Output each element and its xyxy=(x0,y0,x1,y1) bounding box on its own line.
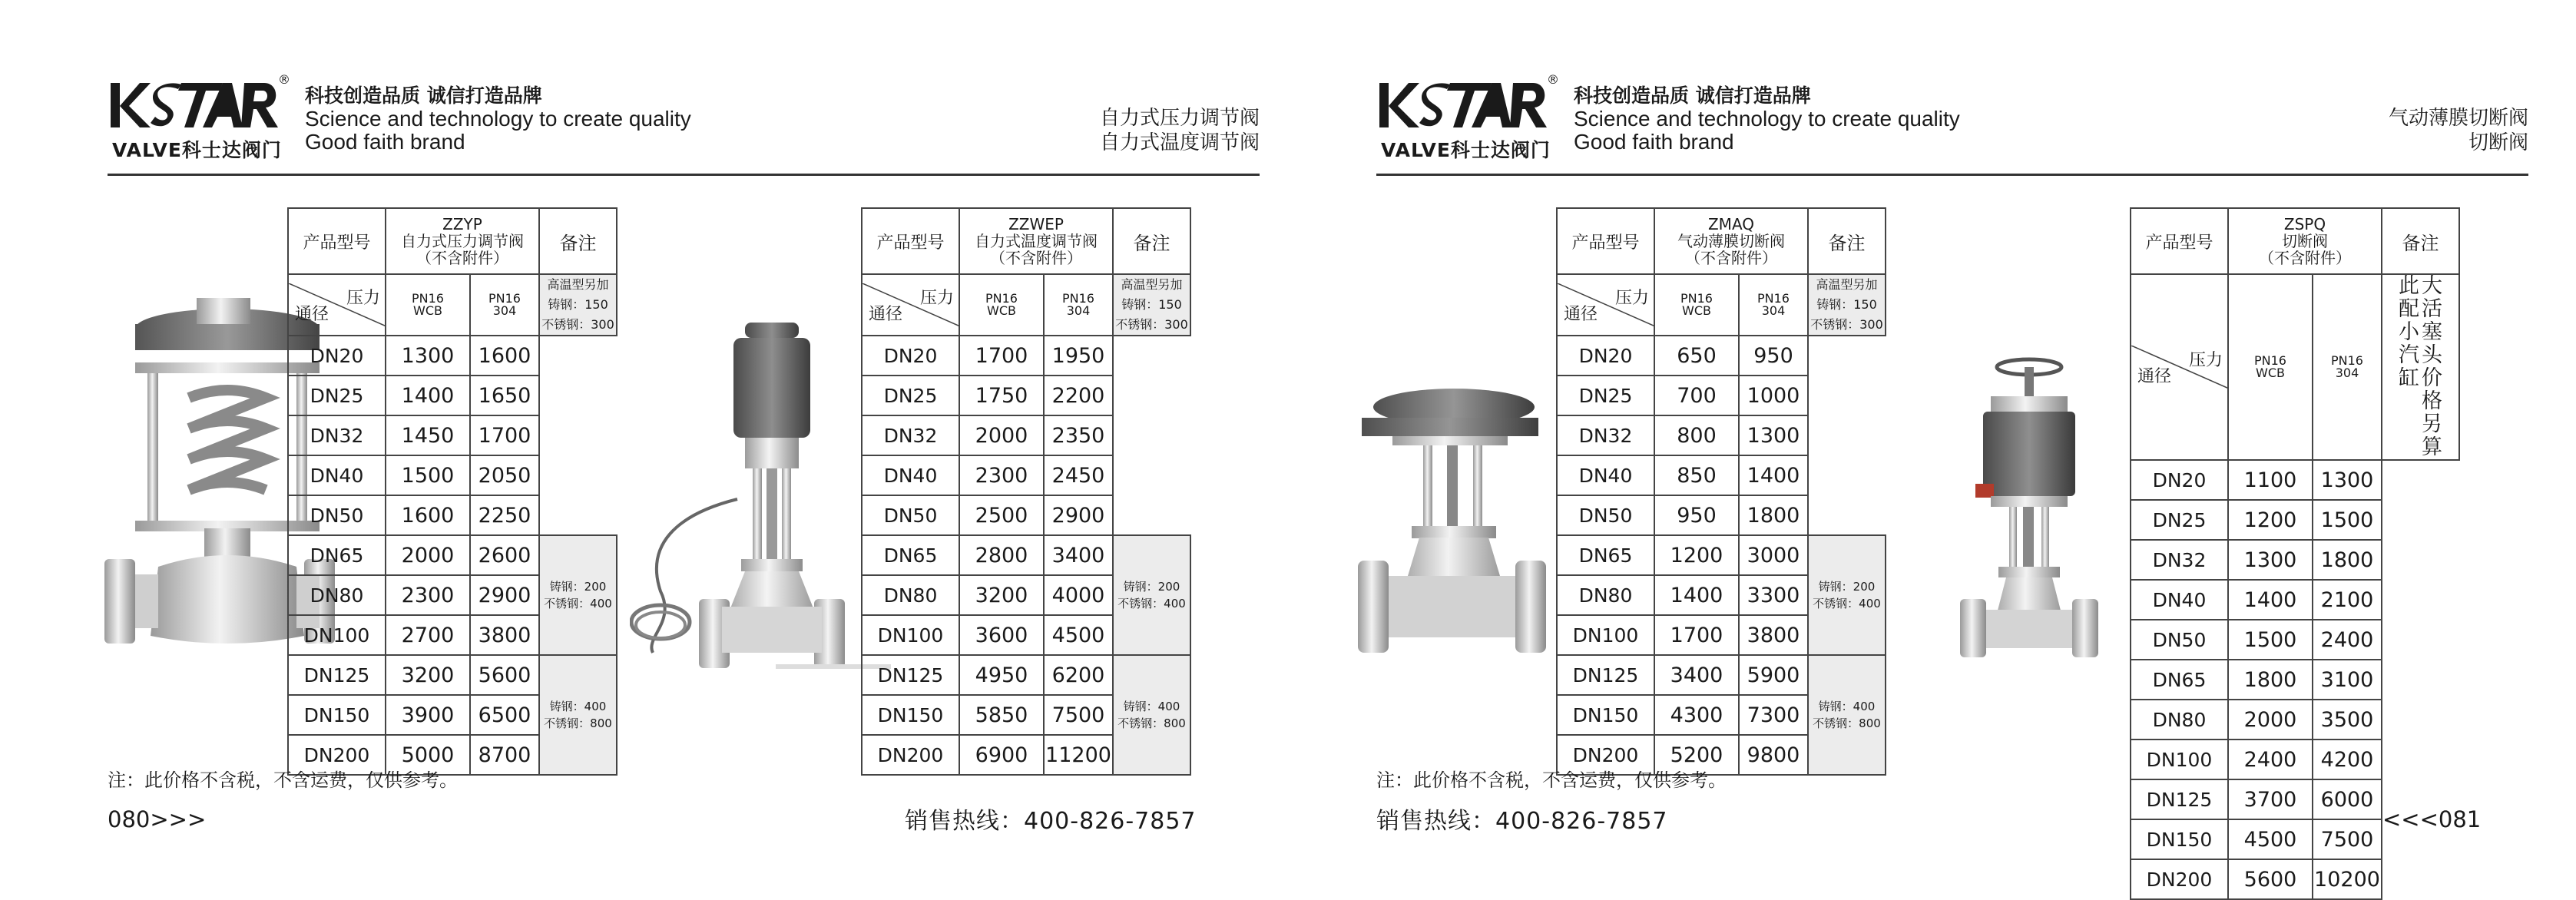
remark-high-temp: 高温型另加 铸钢：150 不锈钢：300 xyxy=(539,274,617,336)
header-remarks: 备注 xyxy=(539,208,617,274)
model-sub: （不含附件） xyxy=(1685,249,1777,267)
table-row xyxy=(862,495,1190,535)
table-row xyxy=(1557,495,1886,535)
nominal-diameter: DN40 xyxy=(862,455,959,495)
diameter-label: 通径 xyxy=(2137,367,2172,386)
price-wcb: 1700 xyxy=(959,336,1044,376)
remark-high-temp: 高温型另加 铸钢：150 不锈钢：300 xyxy=(1808,274,1886,336)
price-wcb: 3600 xyxy=(959,615,1044,655)
price-304: 1950 xyxy=(1044,336,1113,376)
nominal-diameter: DN65 xyxy=(1557,535,1654,575)
pressure-label: 压力 xyxy=(2188,351,2223,370)
model-name: 切断阀 xyxy=(2282,232,2328,250)
price-wcb: 3900 xyxy=(386,695,470,735)
table-row xyxy=(288,336,617,376)
price-304: 2050 xyxy=(470,455,539,495)
table-row xyxy=(1557,655,1886,695)
registered-mark: ® xyxy=(1547,72,1559,87)
sales-hotline: 销售热线：400-826-7857 xyxy=(905,808,1197,835)
pressure-col-304: PN16 304 xyxy=(1044,274,1113,336)
page-titles xyxy=(2389,106,2528,155)
price-304: 1300 xyxy=(2313,460,2382,500)
nominal-diameter: DN65 xyxy=(288,535,386,575)
price-wcb: 2000 xyxy=(2228,700,2313,740)
nominal-diameter: DN125 xyxy=(862,655,959,695)
pressure-diameter-header xyxy=(288,274,386,336)
table-row xyxy=(1557,415,1886,455)
price-wcb: 1500 xyxy=(2228,620,2313,660)
price-wcb: 2300 xyxy=(386,575,470,615)
price-304: 6500 xyxy=(470,695,539,735)
header-divider xyxy=(108,174,1260,176)
slogan-chinese: 科技创造品质 诚信打造品牌 xyxy=(1574,84,1811,107)
pressure-col-wcb: PN16 WCB xyxy=(959,274,1044,336)
nominal-diameter: DN40 xyxy=(2131,580,2228,620)
page-title: 自力式压力调节阀 xyxy=(1099,107,1260,130)
price-304: 2250 xyxy=(470,495,539,535)
table-row xyxy=(1557,376,1886,415)
table-row xyxy=(2131,620,2459,660)
header-remarks: 备注 xyxy=(1808,208,1886,274)
table-row xyxy=(2131,700,2459,740)
table-row xyxy=(1557,535,1886,575)
table-row xyxy=(862,535,1190,575)
remark-cast-steel-200: 铸钢：200 不锈钢：400 xyxy=(1808,535,1886,655)
slogan-english-2: Good faith brand xyxy=(305,130,465,154)
price-wcb: 1450 xyxy=(386,415,470,455)
price-wcb: 2000 xyxy=(386,535,470,575)
slogan-chinese: 科技创造品质 诚信打造品牌 xyxy=(305,84,542,107)
pressure-diameter-header xyxy=(1557,274,1654,336)
kstar-logo-mark xyxy=(108,78,284,134)
price-wcb: 1400 xyxy=(1654,575,1739,615)
right-page xyxy=(1315,0,2544,892)
pressure-diameter-header xyxy=(862,274,959,336)
price-disclaimer: 注：此价格不含税，不含运费，仅供参考。 xyxy=(1376,769,1727,791)
table-row xyxy=(288,455,617,495)
price-304: 4200 xyxy=(2313,740,2382,779)
price-304: 1650 xyxy=(470,376,539,415)
table-row xyxy=(288,535,617,575)
price-wcb: 1800 xyxy=(2228,660,2313,700)
nominal-diameter: DN25 xyxy=(2131,500,2228,540)
price-304: 1800 xyxy=(2313,540,2382,580)
slogan-english-2: Good faith brand xyxy=(1574,130,1734,154)
brand-slogan xyxy=(1574,84,1960,154)
price-304: 7500 xyxy=(2313,819,2382,859)
nominal-diameter: DN100 xyxy=(288,615,386,655)
price-304: 7500 xyxy=(1044,695,1113,735)
nominal-diameter: DN40 xyxy=(288,455,386,495)
header-divider xyxy=(1376,174,2528,176)
table-row xyxy=(862,336,1190,376)
price-304: 5600 xyxy=(470,655,539,695)
kstar-logo xyxy=(1376,78,1553,161)
price-table-zzwep xyxy=(861,207,1191,776)
nominal-diameter: DN50 xyxy=(1557,495,1654,535)
price-304: 5900 xyxy=(1739,655,1808,695)
nominal-diameter: DN65 xyxy=(862,535,959,575)
nominal-diameter: DN20 xyxy=(862,336,959,376)
price-wcb: 800 xyxy=(1654,415,1739,455)
price-wcb: 1300 xyxy=(2228,540,2313,580)
pressure-label: 压力 xyxy=(1614,289,1649,308)
price-304: 1400 xyxy=(1739,455,1808,495)
header-model-block xyxy=(959,208,1113,274)
nominal-diameter: DN25 xyxy=(1557,376,1654,415)
model-sub: （不含附件） xyxy=(990,249,1082,267)
slogan-english-1: Science and technology to create quality xyxy=(1574,107,1960,131)
price-304: 4500 xyxy=(1044,615,1113,655)
price-304: 1000 xyxy=(1739,376,1808,415)
remark-cast-steel-200: 铸钢：200 不锈钢：400 xyxy=(1113,535,1190,655)
price-wcb: 2400 xyxy=(2228,740,2313,779)
page-title: 自力式温度调节阀 xyxy=(1099,131,1260,154)
price-304: 3100 xyxy=(2313,660,2382,700)
nominal-diameter: DN80 xyxy=(2131,700,2228,740)
nominal-diameter: DN20 xyxy=(1557,336,1654,376)
temperature-regulating-valve-image xyxy=(630,315,891,676)
model-code: ZZYP xyxy=(442,215,482,233)
price-wcb: 2000 xyxy=(959,415,1044,455)
slogan-english-1: Science and technology to create quality xyxy=(305,107,691,131)
shut-off-valve-image xyxy=(1945,353,2098,660)
logo-subtitle: VALVE科士达阀门 xyxy=(112,139,282,161)
model-code: ZMAQ xyxy=(1707,215,1755,233)
left-page xyxy=(46,0,1275,877)
price-wcb: 1600 xyxy=(386,495,470,535)
price-304: 1500 xyxy=(2313,500,2382,540)
pressure-col-wcb: PN16 WCB xyxy=(2228,274,2313,460)
table-row xyxy=(288,655,617,695)
remark-cast-steel-200: 铸钢：200 不锈钢：400 xyxy=(539,535,617,655)
pressure-col-304: PN16 304 xyxy=(1739,274,1808,336)
header-remarks: 备注 xyxy=(2382,208,2459,274)
price-table-zmaq xyxy=(1556,207,1886,776)
table-row xyxy=(1557,455,1886,495)
price-wcb: 1100 xyxy=(2228,460,2313,500)
price-304: 3800 xyxy=(470,615,539,655)
price-wcb: 3700 xyxy=(2228,779,2313,819)
pressure-col-304: PN16 304 xyxy=(470,274,539,336)
table-row xyxy=(2131,580,2459,620)
price-wcb: 700 xyxy=(1654,376,1739,415)
brand-slogan xyxy=(305,84,691,154)
pressure-col-wcb: PN16 WCB xyxy=(386,274,470,336)
page-number: 080>>> xyxy=(108,806,207,832)
table-row xyxy=(2131,660,2459,700)
page-titles xyxy=(1100,106,1260,155)
price-wcb: 3200 xyxy=(386,655,470,695)
nominal-diameter: DN25 xyxy=(288,376,386,415)
price-304: 1700 xyxy=(470,415,539,455)
nominal-diameter: DN80 xyxy=(288,575,386,615)
nominal-diameter: DN150 xyxy=(862,695,959,735)
header-model-block xyxy=(2228,208,2382,274)
price-wcb: 6900 xyxy=(959,735,1044,775)
nominal-diameter: DN20 xyxy=(288,336,386,376)
page-title: 切断阀 xyxy=(2468,131,2528,154)
nominal-diameter: DN125 xyxy=(1557,655,1654,695)
header-product-model: 产品型号 xyxy=(1557,208,1654,274)
price-wcb: 2800 xyxy=(959,535,1044,575)
nominal-diameter: DN32 xyxy=(288,415,386,455)
header-product-model: 产品型号 xyxy=(862,208,959,274)
price-table-zzyp xyxy=(287,207,618,776)
pressure-col-304: PN16 304 xyxy=(2313,274,2382,460)
nominal-diameter: DN125 xyxy=(2131,779,2228,819)
table-row xyxy=(288,415,617,455)
table-row xyxy=(2131,859,2459,899)
table-row xyxy=(2131,540,2459,580)
nominal-diameter: DN200 xyxy=(862,735,959,775)
price-wcb: 2700 xyxy=(386,615,470,655)
model-name: 自力式温度调节阀 xyxy=(975,232,1098,250)
table-row xyxy=(288,376,617,415)
pressure-col-wcb: PN16 WCB xyxy=(1654,274,1739,336)
nominal-diameter: DN50 xyxy=(2131,620,2228,660)
nominal-diameter: DN32 xyxy=(1557,415,1654,455)
price-wcb: 1500 xyxy=(386,455,470,495)
remark-small-cylinder xyxy=(2382,274,2459,460)
table-row xyxy=(862,415,1190,455)
table-row xyxy=(2131,500,2459,540)
kstar-logo-mark xyxy=(1376,78,1553,134)
table-row xyxy=(2131,740,2459,779)
remark-cast-steel-400: 铸钢：400 不锈钢：800 xyxy=(1808,655,1886,775)
price-304: 3500 xyxy=(2313,700,2382,740)
price-disclaimer: 注：此价格不含税，不含运费，仅供参考。 xyxy=(108,769,458,791)
nominal-diameter: DN80 xyxy=(862,575,959,615)
nominal-diameter: DN25 xyxy=(862,376,959,415)
nominal-diameter: DN150 xyxy=(288,695,386,735)
price-304: 2900 xyxy=(1044,495,1113,535)
logo-subtitle: VALVE科士达阀门 xyxy=(1381,139,1551,161)
price-304: 2600 xyxy=(470,535,539,575)
page-number: <<<081 xyxy=(2382,806,2482,832)
nominal-diameter: DN100 xyxy=(2131,740,2228,779)
pressure-diameter-header xyxy=(2131,274,2228,460)
nominal-diameter: DN20 xyxy=(2131,460,2228,500)
price-wcb: 3200 xyxy=(959,575,1044,615)
page-title: 气动薄膜切断阀 xyxy=(2388,107,2528,130)
price-304: 2350 xyxy=(1044,415,1113,455)
price-wcb: 1700 xyxy=(1654,615,1739,655)
nominal-diameter: DN50 xyxy=(288,495,386,535)
model-code: ZSPQ xyxy=(2283,215,2326,233)
price-wcb: 850 xyxy=(1654,455,1739,495)
price-wcb: 5200 xyxy=(1654,735,1739,775)
price-304: 3400 xyxy=(1044,535,1113,575)
price-304: 6200 xyxy=(1044,655,1113,695)
price-wcb: 4300 xyxy=(1654,695,1739,735)
table-row xyxy=(862,455,1190,495)
nominal-diameter: DN80 xyxy=(1557,575,1654,615)
price-304: 3800 xyxy=(1739,615,1808,655)
kstar-logo xyxy=(108,78,284,161)
price-304: 8700 xyxy=(470,735,539,775)
table-row xyxy=(862,655,1190,695)
nominal-diameter: DN50 xyxy=(862,495,959,535)
nominal-diameter: DN100 xyxy=(1557,615,1654,655)
header-product-model: 产品型号 xyxy=(2131,208,2228,274)
price-304: 2450 xyxy=(1044,455,1113,495)
price-304: 6000 xyxy=(2313,779,2382,819)
price-304: 950 xyxy=(1739,336,1808,376)
nominal-diameter: DN150 xyxy=(1557,695,1654,735)
price-wcb: 950 xyxy=(1654,495,1739,535)
price-304: 1800 xyxy=(1739,495,1808,535)
nominal-diameter: DN200 xyxy=(288,735,386,775)
price-table-zspq xyxy=(2130,207,2460,900)
table-row xyxy=(862,376,1190,415)
price-304: 1300 xyxy=(1739,415,1808,455)
nominal-diameter: DN32 xyxy=(2131,540,2228,580)
price-304: 10200 xyxy=(2313,859,2382,899)
price-304: 4000 xyxy=(1044,575,1113,615)
price-304: 2100 xyxy=(2313,580,2382,620)
nominal-diameter: DN65 xyxy=(2131,660,2228,700)
pressure-label: 压力 xyxy=(919,289,954,308)
price-304: 3000 xyxy=(1739,535,1808,575)
diameter-label: 通径 xyxy=(1564,305,1598,324)
table-row xyxy=(1557,336,1886,376)
price-304: 2400 xyxy=(2313,620,2382,660)
price-wcb: 2500 xyxy=(959,495,1044,535)
remark-column-2: 大 活 塞 头 价 格 另 算 xyxy=(2422,274,2442,459)
model-code: ZZWEP xyxy=(1008,215,1064,233)
registered-mark: ® xyxy=(278,72,290,87)
price-wcb: 5850 xyxy=(959,695,1044,735)
price-wcb: 4500 xyxy=(2228,819,2313,859)
remark-cast-steel-400: 铸钢：400 不锈钢：800 xyxy=(1113,655,1190,775)
model-name: 气动薄膜切断阀 xyxy=(1677,232,1785,250)
price-304: 11200 xyxy=(1044,735,1113,775)
remark-column-1: 此 配 小 汽 缸 xyxy=(2399,274,2419,390)
price-304: 2200 xyxy=(1044,376,1113,415)
pressure-label: 压力 xyxy=(346,289,380,308)
table-row xyxy=(288,495,617,535)
table-row xyxy=(2131,460,2459,500)
header-model-block xyxy=(1654,208,1808,274)
nominal-diameter: DN200 xyxy=(2131,859,2228,899)
price-wcb: 1200 xyxy=(2228,500,2313,540)
nominal-diameter: DN100 xyxy=(862,615,959,655)
nominal-diameter: DN32 xyxy=(862,415,959,455)
price-304: 7300 xyxy=(1739,695,1808,735)
price-wcb: 1200 xyxy=(1654,535,1739,575)
sales-hotline: 销售热线：400-826-7857 xyxy=(1376,808,1668,835)
price-304: 1600 xyxy=(470,336,539,376)
price-wcb: 650 xyxy=(1654,336,1739,376)
nominal-diameter: DN200 xyxy=(1557,735,1654,775)
diameter-label: 通径 xyxy=(295,305,329,324)
price-wcb: 5000 xyxy=(386,735,470,775)
price-wcb: 1750 xyxy=(959,376,1044,415)
price-304: 9800 xyxy=(1739,735,1808,775)
price-wcb: 1400 xyxy=(386,376,470,415)
remark-cast-steel-400: 铸钢：400 不锈钢：800 xyxy=(539,655,617,775)
model-name: 自力式压力调节阀 xyxy=(401,232,524,250)
price-wcb: 5600 xyxy=(2228,859,2313,899)
header-remarks: 备注 xyxy=(1113,208,1190,274)
pneumatic-diaphragm-valve-image xyxy=(1350,384,1550,660)
diameter-label: 通径 xyxy=(869,305,903,324)
price-wcb: 2300 xyxy=(959,455,1044,495)
price-304: 2900 xyxy=(470,575,539,615)
remark-high-temp: 高温型另加 铸钢：150 不锈钢：300 xyxy=(1113,274,1190,336)
nominal-diameter: DN150 xyxy=(2131,819,2228,859)
price-wcb: 4950 xyxy=(959,655,1044,695)
price-304: 3300 xyxy=(1739,575,1808,615)
price-wcb: 1400 xyxy=(2228,580,2313,620)
model-sub: （不含附件） xyxy=(2259,249,2351,267)
header-model-block xyxy=(386,208,539,274)
price-wcb: 3400 xyxy=(1654,655,1739,695)
model-sub: （不含附件） xyxy=(416,249,508,267)
nominal-diameter: DN125 xyxy=(288,655,386,695)
header-product-model: 产品型号 xyxy=(288,208,386,274)
price-wcb: 1300 xyxy=(386,336,470,376)
nominal-diameter: DN40 xyxy=(1557,455,1654,495)
